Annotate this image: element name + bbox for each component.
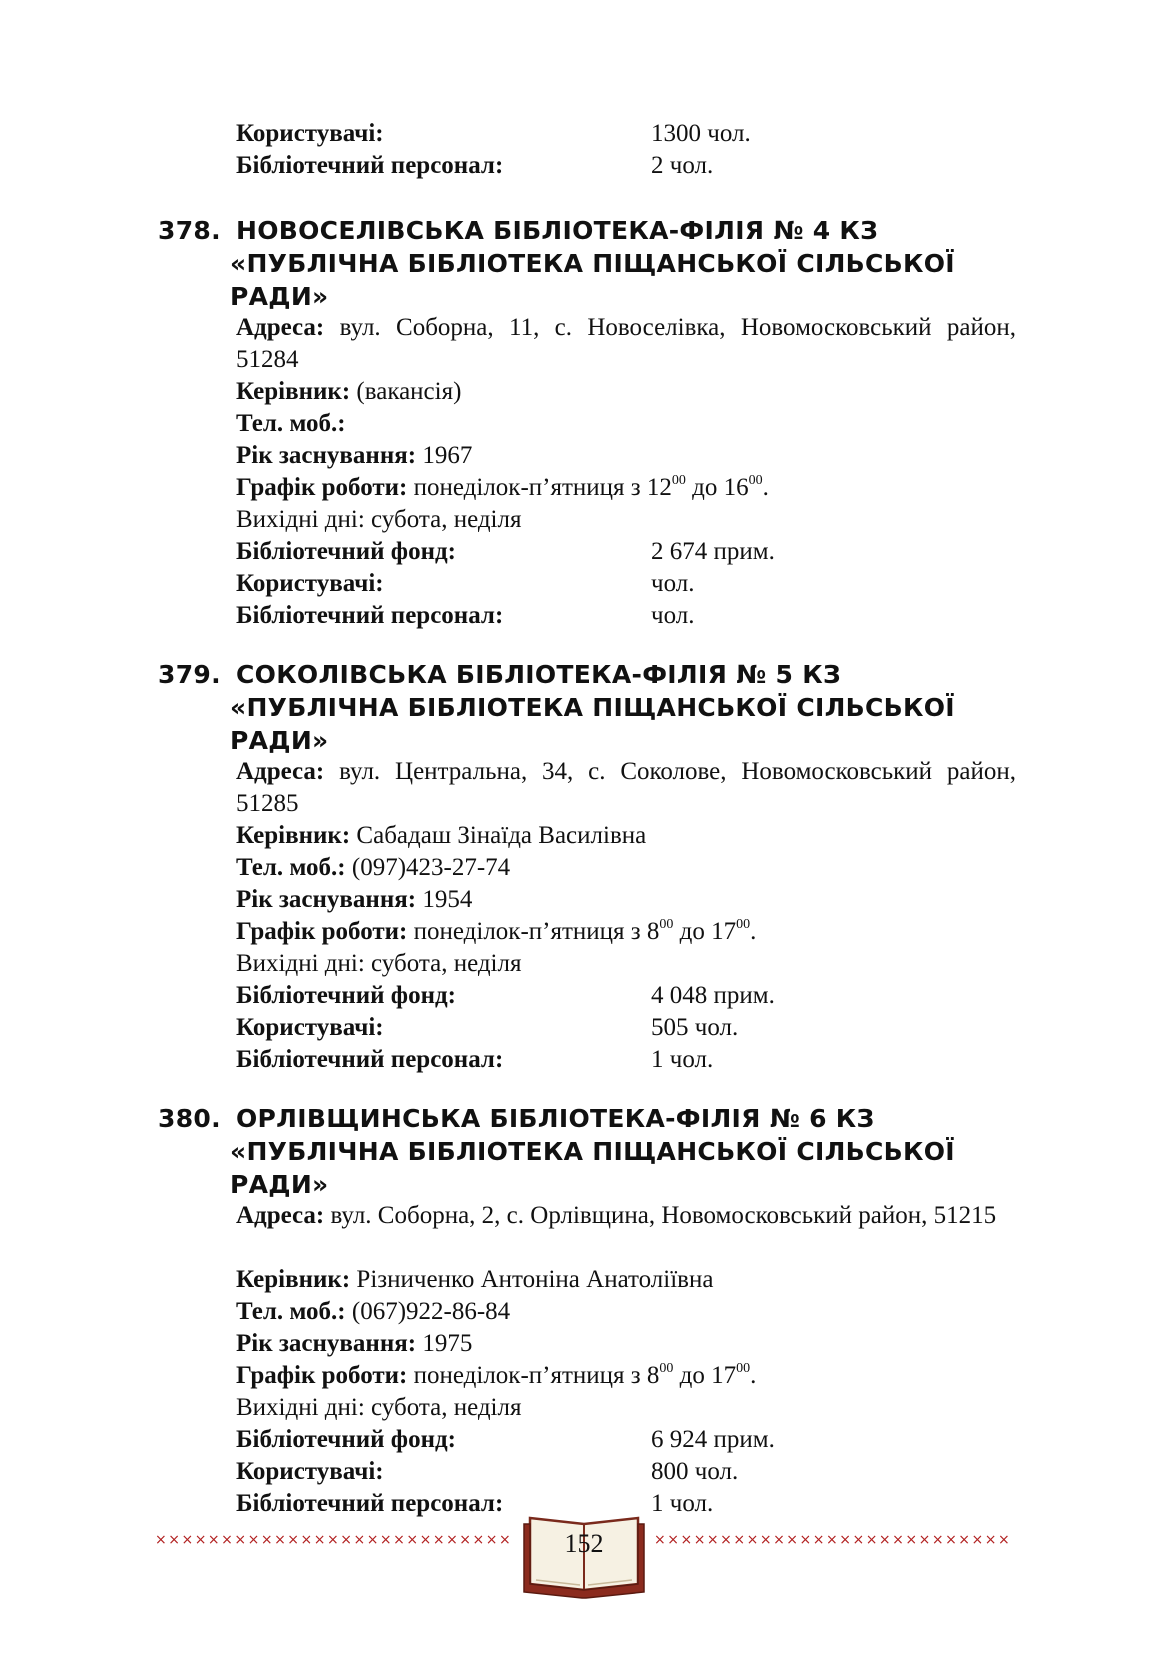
- staff-label: Бібліотечний персонал:: [236, 602, 504, 629]
- users-label: Користувачі:: [236, 120, 384, 147]
- entry-title-line2: «ПУБЛІЧНА БІБЛІОТЕКА ПІЩАНСЬКОЇ СІЛЬСЬКОЇ: [230, 693, 955, 722]
- entry-title-line3: РАДИ»: [230, 1170, 329, 1199]
- staff-value: 1 чол.: [651, 1046, 714, 1073]
- schedule-text: понеділок-п’ятниця з 8: [413, 1362, 660, 1389]
- schedule-label: Графік роботи:: [236, 918, 408, 945]
- address-label: Адреса:: [236, 1202, 325, 1229]
- schedule-text: понеділок-п’ятниця з 8: [413, 918, 660, 945]
- schedule-to-sup: 00: [748, 473, 763, 488]
- address-label: Адреса:: [236, 314, 325, 341]
- entry-title-line3: РАДИ»: [230, 726, 329, 755]
- schedule-end: .: [762, 474, 769, 501]
- head-value: Різниченко Антоніна Анатоліївна: [356, 1266, 714, 1293]
- fund-label: Бібліотечний фонд:: [236, 982, 456, 1009]
- fund-row: [236, 1424, 1016, 1456]
- staff-row: [236, 1044, 1016, 1076]
- entry-number: 378.: [158, 216, 221, 245]
- founded-value: 1975: [422, 1330, 473, 1357]
- staff-value: 2 чол.: [651, 152, 714, 179]
- phone-label: Тел. моб.:: [236, 1298, 346, 1325]
- founded-label: Рік заснування:: [236, 442, 417, 469]
- days-off-row: [236, 504, 1016, 536]
- founded-value: 1967: [422, 442, 473, 469]
- address-value: вул. Соборна, 2, с. Орлівщина, Новомосковський район, 51215: [330, 1202, 997, 1229]
- staff-label: Бібліотечний персонал:: [236, 152, 504, 179]
- phone-value: (097)423-27-74: [351, 854, 511, 881]
- staff-row: [236, 150, 1016, 182]
- days-off-row: [236, 1392, 1016, 1424]
- entry-number: 380.: [158, 1104, 221, 1133]
- phone-row: [236, 408, 1016, 440]
- users-label: Користувачі:: [236, 1014, 384, 1041]
- schedule-end: .: [750, 1362, 757, 1389]
- schedule-label: Графік роботи:: [236, 474, 408, 501]
- schedule-from-sup: 00: [671, 473, 686, 488]
- fund-label: Бібліотечний фонд:: [236, 1426, 456, 1453]
- users-row: [236, 118, 1016, 150]
- head-label: Керівник:: [236, 378, 351, 405]
- fund-value: 4 048 прим.: [651, 982, 775, 1009]
- fund-label: Бібліотечний фонд:: [236, 538, 456, 565]
- schedule-from-sup: 00: [659, 1361, 674, 1376]
- schedule-mid: до 16: [685, 474, 749, 501]
- staff-row: [236, 600, 1016, 632]
- users-label: Користувачі:: [236, 570, 384, 597]
- staff-value: 1 чол.: [651, 1490, 714, 1517]
- entry-number: 379.: [158, 660, 221, 689]
- users-label: Користувачі:: [236, 1458, 384, 1485]
- fund-value: 6 924 прим.: [651, 1426, 775, 1453]
- schedule-from-sup: 00: [659, 917, 674, 932]
- schedule-text: понеділок-п’ятниця з 12: [413, 474, 672, 501]
- entry-title-line1: СОКОЛІВСЬКА БІБЛІОТЕКА-ФІЛІЯ № 5 КЗ: [236, 660, 842, 689]
- footer-ornament-right: ×××××××××××××××××××××××××××: [654, 1532, 1012, 1548]
- entry-title-line3: РАДИ»: [230, 282, 329, 311]
- schedule-mid: до 17: [673, 1362, 737, 1389]
- address-value: вул. Центральна, 34, с. Соколове, Новомосковський район, 51285: [236, 758, 1017, 817]
- users-value: 800 чол.: [651, 1458, 739, 1485]
- phone-row: [236, 1296, 1016, 1328]
- phone-label: Тел. моб.:: [236, 854, 346, 881]
- founded-label: Рік заснування:: [236, 1330, 417, 1357]
- users-row: [236, 1456, 1016, 1488]
- founded-row: [236, 884, 1016, 916]
- entry-title-line2: «ПУБЛІЧНА БІБЛІОТЕКА ПІЩАНСЬКОЇ СІЛЬСЬКОЇ: [230, 1137, 955, 1166]
- schedule-to-sup: 00: [736, 1361, 751, 1376]
- days-off-row: [236, 948, 1016, 980]
- staff-value: чол.: [651, 602, 695, 629]
- staff-label: Бібліотечний персонал:: [236, 1490, 504, 1517]
- fund-row: [236, 980, 1016, 1012]
- schedule-mid: до 17: [673, 918, 737, 945]
- days-off-text: Вихідні дні: субота, неділя: [236, 950, 522, 977]
- head-row: [236, 820, 1016, 852]
- page-number: 152: [564, 1529, 604, 1558]
- schedule-row: [236, 916, 1016, 948]
- users-row: [236, 568, 1016, 600]
- entry-heading: [158, 658, 1018, 757]
- users-row: [236, 1012, 1016, 1044]
- address-value: вул. Соборна, 11, с. Новоселівка, Новомосковський район, 51284: [236, 314, 1016, 373]
- entry-title-line1: НОВОСЕЛІВСЬКА БІБЛІОТЕКА-ФІЛІЯ № 4 КЗ: [236, 216, 879, 245]
- founded-value: 1954: [422, 886, 473, 913]
- days-off-text: Вихідні дні: субота, неділя: [236, 506, 522, 533]
- days-off-text: Вихідні дні: субота, неділя: [236, 1394, 522, 1421]
- phone-label: Тел. моб.:: [236, 410, 346, 437]
- entry-heading: [158, 1102, 1018, 1201]
- head-label: Керівник:: [236, 822, 351, 849]
- users-value: чол.: [651, 570, 695, 597]
- address-label: Адреса:: [236, 758, 325, 785]
- schedule-label: Графік роботи:: [236, 1362, 408, 1389]
- users-value: 505 чол.: [651, 1014, 739, 1041]
- entry-heading: [158, 214, 1018, 313]
- address-row: [236, 1200, 1016, 1232]
- head-row: [236, 376, 1016, 408]
- entry-title-line2: «ПУБЛІЧНА БІБЛІОТЕКА ПІЩАНСЬКОЇ СІЛЬСЬКОЇ: [230, 249, 955, 278]
- head-value: (вакансія): [356, 378, 462, 405]
- phone-value: (067)922-86-84: [351, 1298, 511, 1325]
- footer-ornament-left: ×××××××××××××××××××××××××××: [155, 1532, 513, 1548]
- head-value: Сабадаш Зінаїда Василівна: [356, 822, 647, 849]
- schedule-row: [236, 1360, 1016, 1392]
- schedule-row: [236, 472, 1016, 504]
- staff-label: Бібліотечний персонал:: [236, 1046, 504, 1073]
- schedule-to-sup: 00: [736, 917, 751, 932]
- users-value: 1300 чол.: [651, 120, 751, 147]
- founded-label: Рік заснування:: [236, 886, 417, 913]
- head-row: [236, 1264, 1016, 1296]
- fund-row: [236, 536, 1016, 568]
- founded-row: [236, 440, 1016, 472]
- address-row: [236, 312, 1016, 376]
- head-label: Керівник:: [236, 1266, 351, 1293]
- schedule-end: .: [750, 918, 757, 945]
- fund-value: 2 674 прим.: [651, 538, 775, 565]
- founded-row: [236, 1328, 1016, 1360]
- entry-title-line1: ОРЛІВЩИНСЬКА БІБЛІОТЕКА-ФІЛІЯ № 6 КЗ: [236, 1104, 875, 1133]
- address-row: [236, 756, 1016, 820]
- phone-row: [236, 852, 1016, 884]
